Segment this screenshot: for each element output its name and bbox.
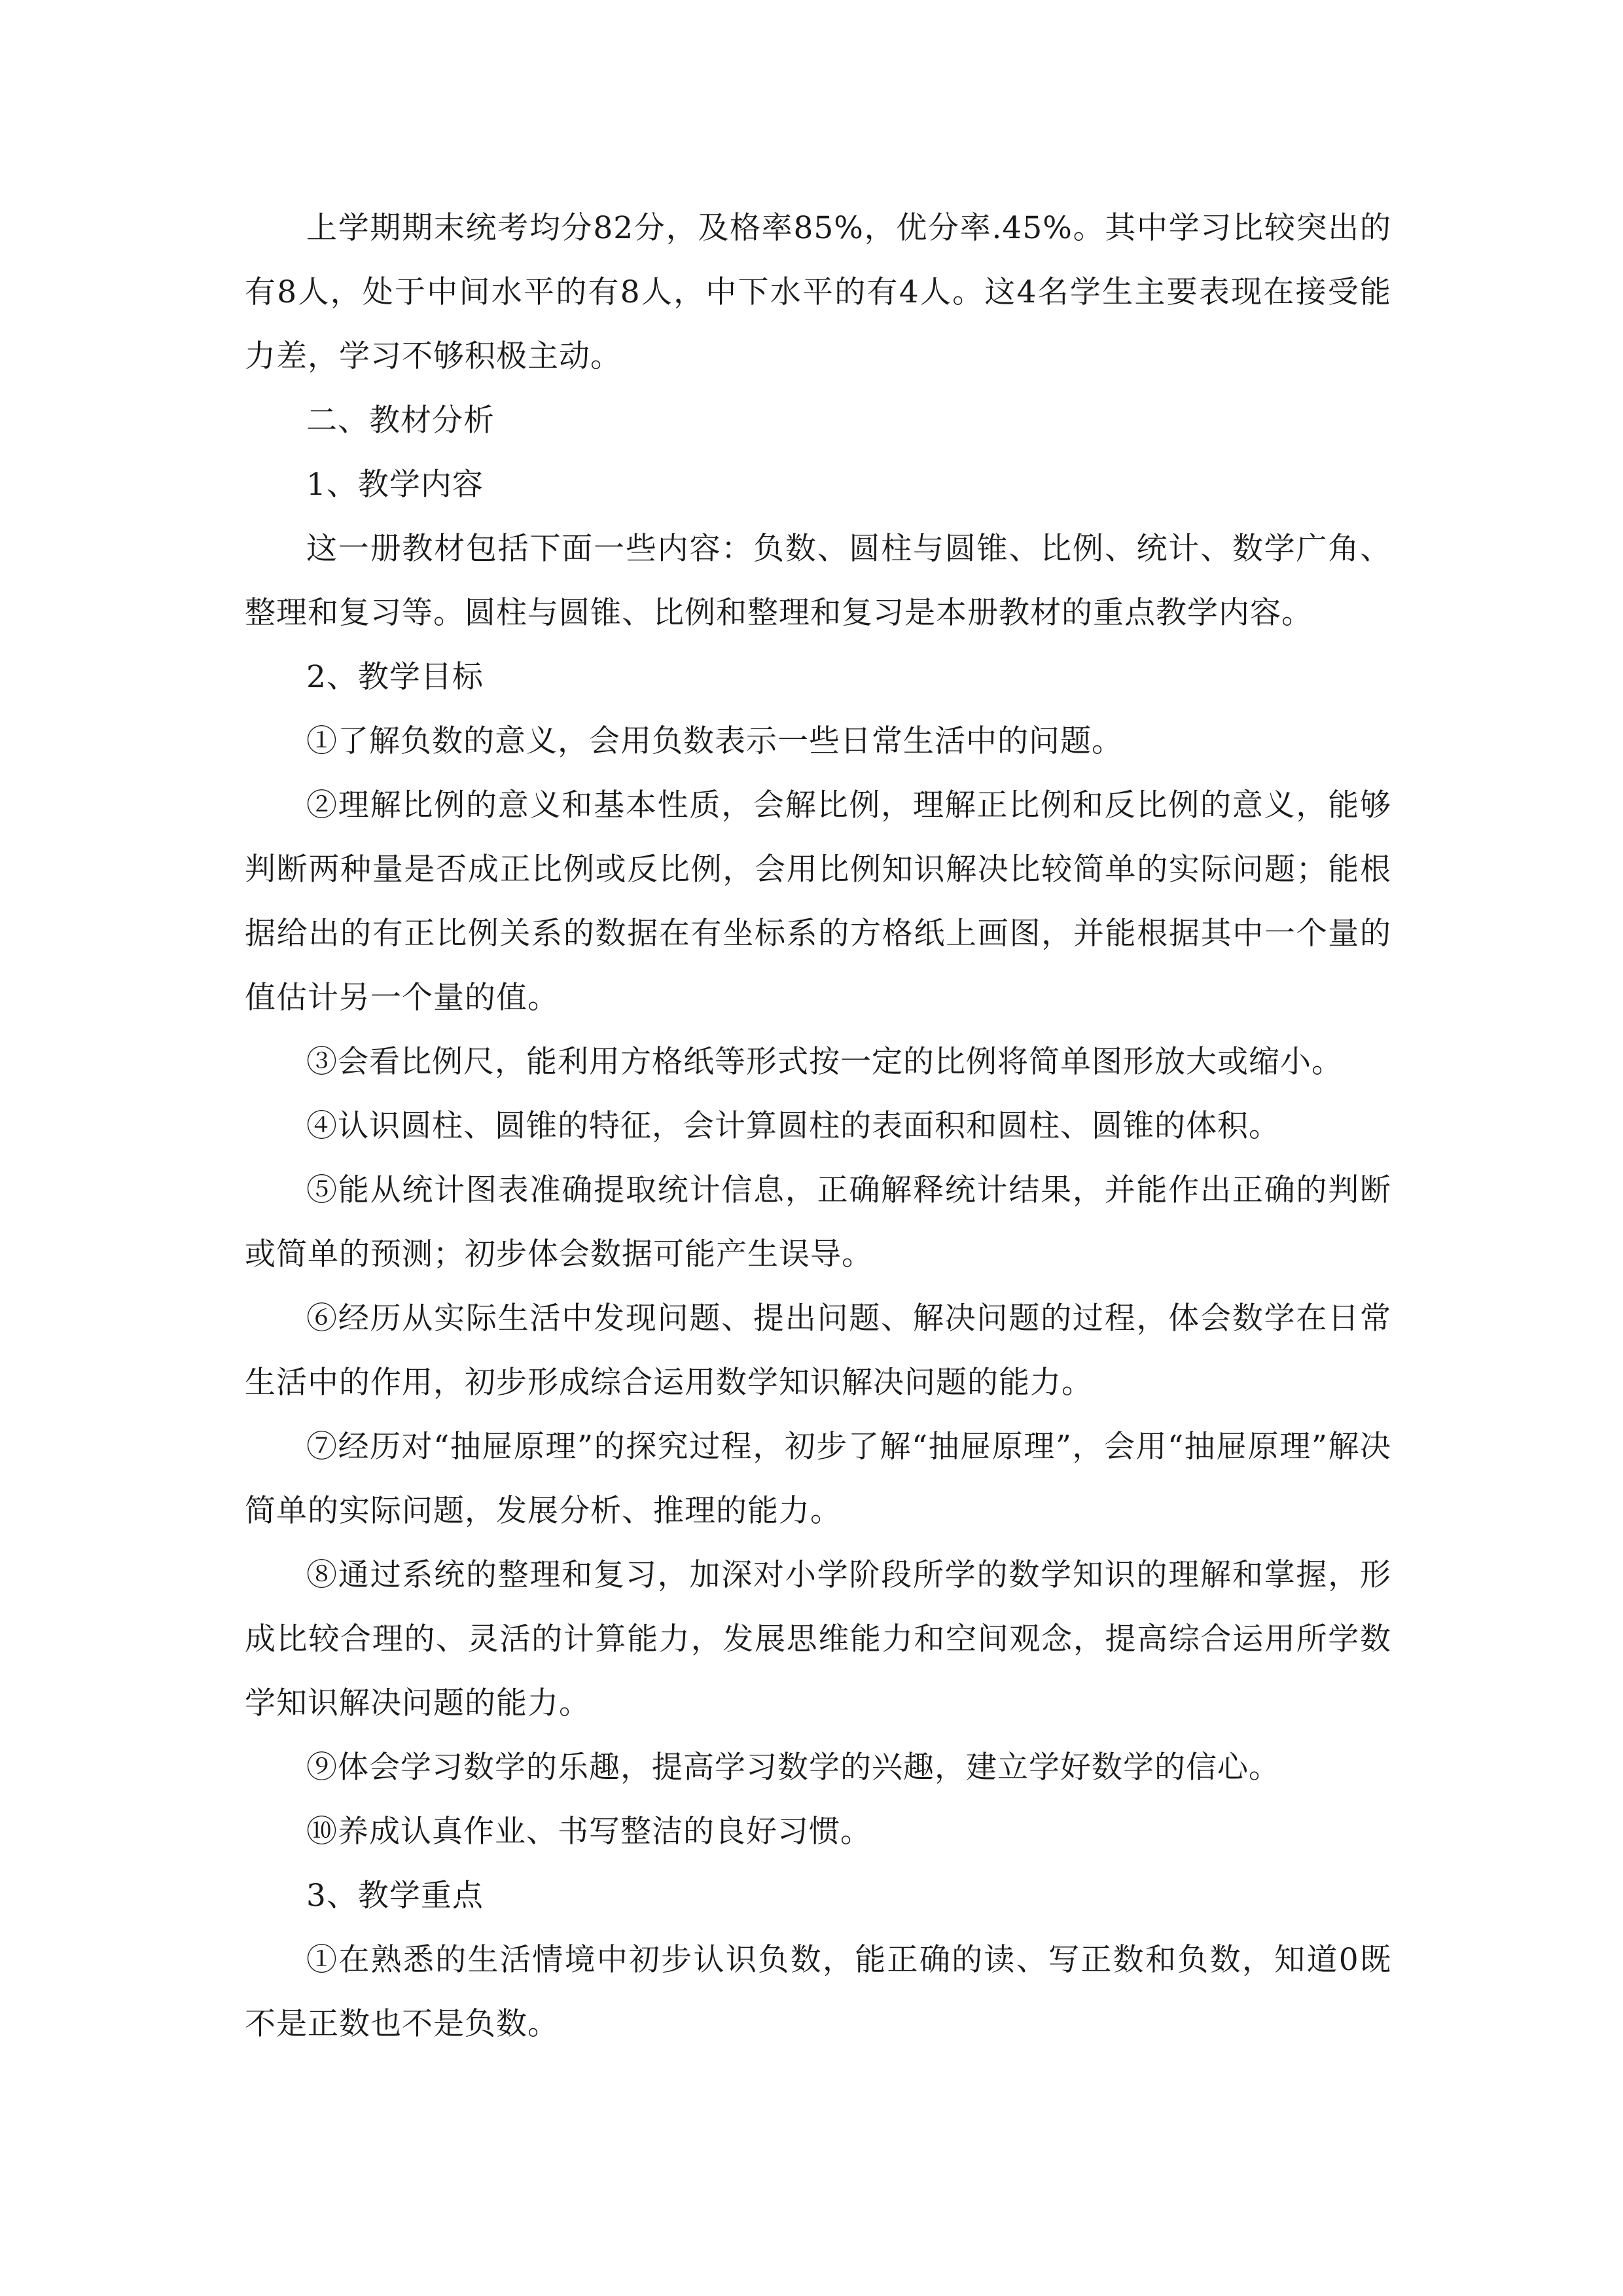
goal-item-2: ②理解比例的意义和基本性质，会解比例，理解正比例和反比例的意义，能够判断两种量是否成正比例或反比例，会用比例知识解决比较简单的实际问题；能根据给出的有正比例关系的数据在有坐标系的方格纸上画图，并能根据其中一个量的值估计另一个量的值。 xyxy=(245,787,1391,1016)
focus-item-1: ①在熟悉的生活情境中初步认识负数，能正确的读、写正数和负数，知道0既不是正数也不是负数。 xyxy=(245,1942,1391,2042)
goal-item-1: ①了解负数的意义，会用负数表示一些日常生活中的问题。 xyxy=(306,723,1123,759)
goal-item-6: ⑥经历从实际生活中发现问题、提出问题、解决问题的过程，体会数学在日常生活中的作用，初步形成综合运用数学知识解决问题的能力。 xyxy=(245,1300,1391,1401)
subheading-teaching-goals: 2、教学目标 xyxy=(306,659,484,695)
goal-item-7: ⑦经历对“抽屉原理”的探究过程，初步了解“抽屉原理”，会用“抽屉原理”解决简单的实际问题，发展分析、推理的能力。 xyxy=(245,1429,1391,1529)
subheading-teaching-content: 1、教学内容 xyxy=(306,467,484,503)
subheading-teaching-focus: 3、教学重点 xyxy=(306,1878,484,1914)
document-body xyxy=(245,196,1391,2056)
goal-item-10: ⑩养成认真作业、书写整洁的良好习惯。 xyxy=(306,1814,872,1850)
goal-item-5: ⑤能从统计图表准确提取统计信息，正确解释统计结果，并能作出正确的判断或简单的预测；初步体会数据可能产生误导。 xyxy=(245,1172,1391,1272)
paragraph-teaching-content: 这一册教材包括下面一些内容：负数、圆柱与圆锥、比例、统计、数学广角、整理和复习等。圆柱与圆锥、比例和整理和复习是本册教材的重点教学内容。 xyxy=(245,531,1391,631)
goal-item-4: ④认识圆柱、圆锥的特征，会计算圆柱的表面积和圆柱、圆锥的体积。 xyxy=(306,1108,1280,1144)
paragraph-exam-summary: 上学期期末统考均分82分，及格率85%，优分率.45%。其中学习比较突出的有8人，处于中间水平的有8人，中下水平的有4人。这4名学生主要表现在接受能力差，学习不够积极主动。 xyxy=(245,210,1391,374)
goal-item-3: ③会看比例尺，能利用方格纸等形式按一定的比例将简单图形放大或缩小。 xyxy=(306,1044,1343,1080)
goal-item-8: ⑧通过系统的整理和复习，加深对小学阶段所学的数学知识的理解和掌握，形成比较合理的、灵活的计算能力，发展思维能力和空间观念，提高综合运用所学数学知识解决问题的能力。 xyxy=(245,1557,1391,1721)
goal-item-9: ⑨体会学习数学的乐趣，提高学习数学的兴趣，建立学好数学的信心。 xyxy=(306,1749,1280,1785)
heading-textbook-analysis: 二、教材分析 xyxy=(306,403,495,439)
